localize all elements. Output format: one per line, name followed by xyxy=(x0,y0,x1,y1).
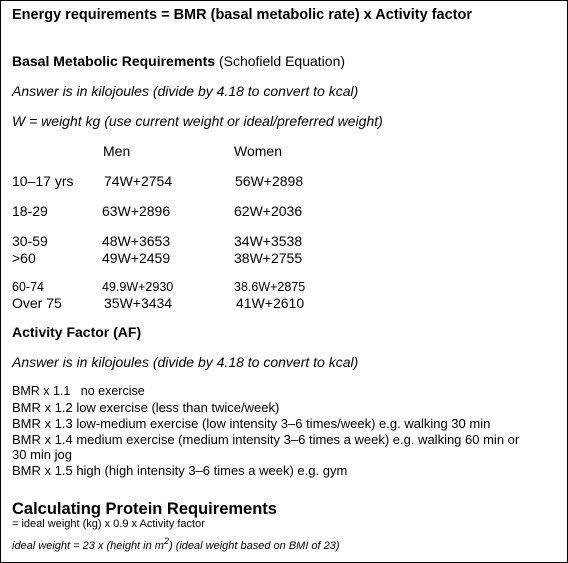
men-equation: 49W+2459 xyxy=(102,250,171,266)
women-equation: 41W+2610 xyxy=(236,295,305,311)
activity-factor: BMR x 1.1 xyxy=(12,384,71,398)
bmr-heading-bold: Basal Metabolic Requirements xyxy=(12,53,216,69)
women-equation: 62W+2036 xyxy=(234,203,303,219)
activity-line xyxy=(12,433,519,446)
ideal-weight-formula xyxy=(12,536,340,552)
women-equation: 34W+3538 xyxy=(234,233,303,249)
protein-heading: Calculating Protein Requirements xyxy=(12,500,277,518)
activity-description: low-medium exercise (low intensity 3–6 times/week) e.g. walking 30 min xyxy=(76,416,491,431)
women-equation: 38W+2755 xyxy=(234,250,303,266)
squared-superscript: 2 xyxy=(163,536,169,546)
activity-kilojoule-note: Answer is in kilojoules (divide by 4.18 to convert to kcal) xyxy=(12,354,359,370)
age-group: 18-29 xyxy=(12,203,48,219)
bmr-kilojoule-note: Answer is in kilojoules (divide by 4.18 to convert to kcal) xyxy=(12,83,359,99)
age-group: 30-59 xyxy=(12,233,48,249)
men-equation: 49.9W+2930 xyxy=(102,280,174,294)
weight-definition: W = weight kg (use current weight or ideal/preferred weight) xyxy=(12,113,383,129)
protein-formula: = ideal weight (kg) x 0.9 x Activity factor xyxy=(12,518,205,530)
activity-description: low exercise (less than twice/week) xyxy=(76,400,280,415)
age-group: >60 xyxy=(12,250,36,266)
men-equation: 35W+3434 xyxy=(104,295,173,311)
activity-line xyxy=(12,401,279,414)
women-equation: 56W+2898 xyxy=(235,173,304,189)
activity-factor: BMR x 1.2 xyxy=(12,400,73,415)
men-equation: 63W+2896 xyxy=(102,203,171,219)
women-equation: 38.6W+2875 xyxy=(234,280,306,294)
activity-factor: BMR x 1.3 xyxy=(12,416,73,431)
column-header-women: Women xyxy=(234,143,282,159)
activity-line-continuation: 30 min jog xyxy=(12,447,72,462)
activity-description: medium exercise (medium intensity 3–6 times a week) e.g. walking 60 min or xyxy=(76,432,520,447)
activity-factor: BMR x 1.5 xyxy=(12,463,73,478)
ideal-weight-prefix: ideal weight = 23 x (height in m xyxy=(12,540,164,552)
men-equation: 48W+3653 xyxy=(102,233,171,249)
bmr-heading-normal: (Schofield Equation) xyxy=(215,53,346,69)
activity-factor: BMR x 1.4 xyxy=(12,432,73,447)
age-group: Over 75 xyxy=(12,295,62,311)
activity-line xyxy=(12,464,347,477)
bmr-heading xyxy=(12,54,345,68)
men-equation: 74W+2754 xyxy=(104,173,173,189)
activity-description: no exercise xyxy=(80,384,145,398)
ideal-weight-suffix: ) (ideal weight based on BMI of 23) xyxy=(168,540,340,552)
column-header-men: Men xyxy=(103,143,131,159)
activity-description: high (high intensity 3–6 times a week) e.g. gym xyxy=(76,463,348,478)
activity-heading: Activity Factor (AF) xyxy=(12,324,142,340)
page-title: Energy requirements = BMR (basal metabolic rate) x Activity factor xyxy=(12,7,472,23)
activity-line xyxy=(12,385,145,398)
age-group: 10–17 yrs xyxy=(12,173,74,189)
age-group: 60-74 xyxy=(12,280,44,294)
activity-line xyxy=(12,417,490,430)
